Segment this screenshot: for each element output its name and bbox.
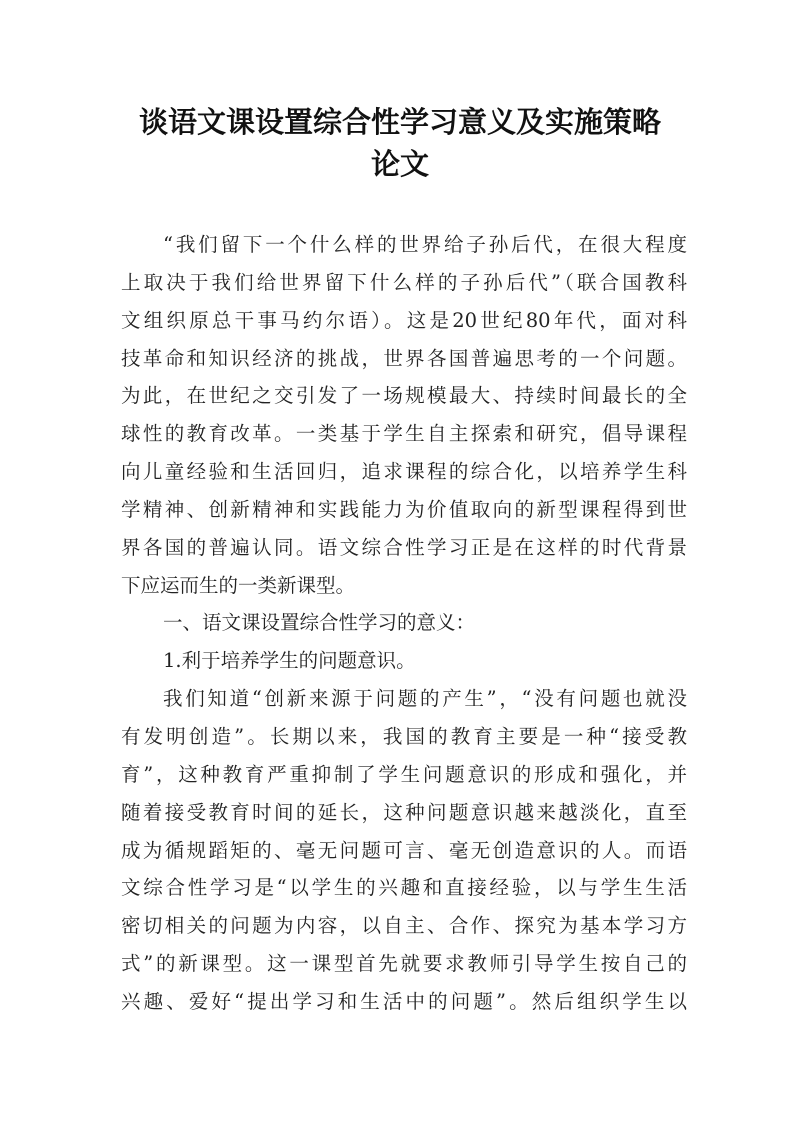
body-line: 向儿童经验和生活回归，追求课程的综合化，以培养学生科 [121,460,687,484]
body-line: 式”的新课型。这一课型首先就要求教师引导学生按自己的 [121,952,687,976]
body-line: 球性的教育改革。一类基于学生自主探索和研究，倡导课程 [121,422,687,446]
body-line: 育”，这种教育严重抑制了学生问题意识的形成和强化，并 [121,762,687,786]
body-line: 技革命和知识经济的挑战，世界各国普遍思考的一个问题。 [121,346,687,370]
body-line: 学精神、创新精神和实践能力为价值取向的新型课程得到世 [121,497,687,521]
body-line: 成为循规蹈矩的、毫无问题可言、毫无创造意识的人。而语 [121,838,687,862]
body-line: 上取决于我们给世界留下什么样的子孙后代”（联合国教科 [121,270,687,294]
document-title-continued: 论文 [370,147,429,181]
body-line: 下应运而生的一类新课型。 [121,573,356,597]
body-line: “我们留下一个什么样的世界给子孙后代，在很大程度 [163,233,687,256]
document-title: 谈语文课设置综合性学习意义及实施策略 [138,105,661,139]
section-heading: 一、语文课设置综合性学习的意义： [163,611,476,635]
body-line: 为此，在世纪之交引发了一场规模最大、持续时间最长的全 [121,384,687,408]
body-line: 界各国的普遍认同。语文综合性学习正是在这样的时代背景 [121,535,687,559]
body-line: 随着接受教育时间的延长，这种问题意识越来越淡化，直至 [121,800,687,824]
body-line: 文组织原总干事马约尔语）。这是20世纪80年代，面对科 [121,308,687,332]
body-line: 密切相关的问题为内容，以自主、合作、探究为基本学习方 [121,914,687,938]
body-line: 我们知道“创新来源于问题的产生”，“没有问题也就没 [163,687,687,711]
subsection-heading: 1.利于培养学生的问题意识。 [163,649,416,673]
document-body [121,226,687,1021]
body-line: 有发明创造”。长期以来，我国的教育主要是一种“接受教 [121,724,687,748]
body-line: 文综合性学习是“以学生的兴趣和直接经验，以与学生生活 [121,876,687,900]
body-line: 兴趣、爱好“提出学习和生活中的问题”。然后组织学生以 [121,989,687,1013]
